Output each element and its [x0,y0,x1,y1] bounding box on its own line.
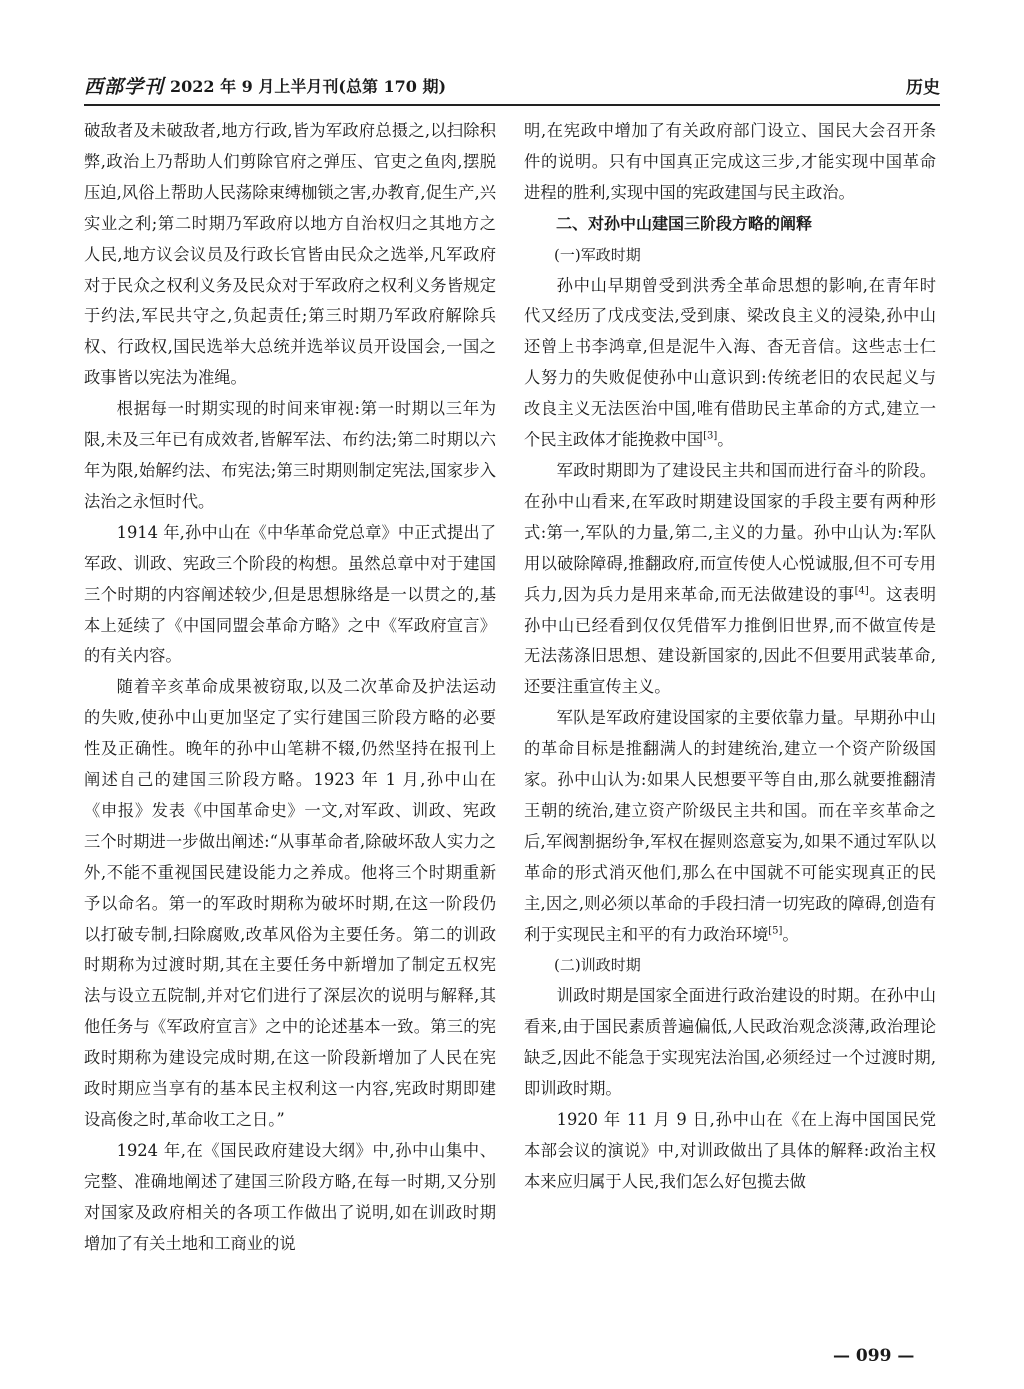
left-column [84,116,496,1260]
journal-issue: 2022 年 9 月上半月刊(总第 170 期) [170,77,447,96]
paragraph: 1914 年,孙中山在《中华革命党总章》中正式提出了军政、训政、宪政三个阶段的构想。虽然总章中对于建国三个时期的内容阐述较少,但是思想脉络是一以贯之的,基本上延续了《中国同盟会革命方略》之中《军政府宣言》的有关内容。 [84,522,496,666]
paragraph: 根据每一时期实现的时间来审视:第一时期以三年为限,未及三年已有成效者,皆解军法、布约法;第二时期以六年为限,始解约法、布宪法;第三时期则制定宪法,国家步入法治之永恒时代。 [84,399,496,511]
paragraph: 破敌者及未破敌者,地方行政,皆为军政府总摄之,以扫除积弊,政治上乃帮助人们剪除官府之弹压、官吏之鱼肉,摆脱压迫,风俗上帮助人民荡除束缚枷锁之害,办教育,促生产,兴实业之利;第二时期乃军政府以地方自治权归之其地方之人民,地方议会议员及行政长官皆由民众之选举,凡军政府对于民众之权利义务及民众对于军政府之权利义务皆规定于约法,军民共守之,负起责任;第三时期乃军政府解除兵权、行政权,国民选举大总统并选举议员开设国会,一国之政事皆以宪法为准绳。 [84,121,496,388]
journal-logo: 西部学刊 [84,76,165,98]
paragraph: 随着辛亥革命成果被窃取,以及二次革命及护法运动的失败,使孙中山更加坚定了实行建国三阶段方略的必要性及正确性。晚年的孙中山笔耕不辍,仍然坚持在报刊上阐述自己的建国三阶段方略。1923 年 1 月,孙中山在《申报》发表《中国革命史》一文,对军政、训政、宪政三个时期进一步做出阐述:“从事革命者,除破坏敌人实力之外,不能不重视国民建设能力之养成。他将三个时期重新予以命名。第一的军政时期称为破坏时期,在这一阶段仍以打破专制,扫除腐败,改革风俗为主要任务。第二的训政时期称为过渡时期,其在主要任务中新增加了制定五权宪法与设立五院制,并对它们进行了深层次的说明与解释,其他任务与《军政府宣言》之中的论述基本一致。第三的宪政时期称为建设完成时期,在这一阶段新增加了人民在宪政时期应当享有的基本民主权利这一内容,宪政时期即建设高俊之时,革命收工之日。” [84,677,496,1129]
paragraph [524,456,936,703]
citation-ref: [3] [703,430,718,442]
paragraph: 训政时期是国家全面进行政治建设的时期。在孙中山看来,由于国民素质普遍偏低,人民政治观念淡薄,政治理论缺乏,因此不能急于实现宪法治国,必须经过一个过渡时期,即训政时期。 [524,986,936,1099]
paragraph: 明,在宪政中增加了有关政府部门设立、国民大会召开条件的说明。只有中国真正完成这三步,才能实现中国革命进程的胜利,实现中国的宪政建国与民主政治。 [524,121,936,202]
right-column [524,116,936,1198]
paragraph-text: 。这表明孙中山已经看到仅仅凭借军力推倒旧世界,而不做宣传是无法荡涤旧思想、建设新国家的,因此不但要用武装革命,还要注重宣传主义。 [524,584,936,697]
paragraph-text: 军政时期即为了建设民主共和国而进行奋斗的阶段。在孙中山看来,在军政时期建设国家的手段主要有两种形式:第一,军队的力量,第二,主义的力量。孙中山认为:军队用以破除障碍,推翻政府,而宣传使人心悦诚服,但不可专用兵力,因为兵力是用来革命,而无法做建设的事 [524,460,936,604]
citation-ref: [4] [854,585,869,597]
paragraph: 军队是军政府建设国家的主要依靠力量。早期孙中山的革命目标是推翻满人的封建统治,建立一个资产阶级国家。孙中山认为:如果人民想要平等自由,那么就要推翻清王朝的统治,建立资产阶级民主共和国。而在辛亥革命之后,军阀割据纷争,军权在握则恣意妄为,如果不通过军队以革命的形式消灭他们,那么在中国就不可能实现真正的民主,因之,则必须以革命的手段扫清一切宪政的障碍,创造有利于实现民主和平的有力政治环境[5]。 [524,708,936,944]
header-rule [84,104,940,106]
paragraph: 1920 年 11 月 9 日,孙中山在《在上海中国国民党本部会议的演说》中,对训政做出了具体的解释:政治主权本来应归属于人民,我们怎么好包揽去做 [524,1110,936,1191]
subsection-heading: (一)军政时期 [554,245,641,264]
paragraph-text: 军队是军政府建设国家的主要依靠力量。早期孙中山的革命目标是推翻满人的封建统治,建立一个资产阶级国家。孙中山认为:如果人民想要平等自由,那么就要推翻清王朝的统治,建立资产阶级民主共和国。而在辛亥革命之后,军阀割据纷争,军权在握则恣意妄为,如果不通过军队以革命的形式消灭他们,那么在中国就不可能实现真正的民主,因之,则必须以革命的手段扫清一切宪政的障碍,创造有利于实现民主和平的有力政治环境 [524,708,936,944]
citation-ref: [5] [768,925,783,937]
paragraph-text: 孙中山早期曾受到洪秀全革命思想的影响,在青年时代又经历了戊戌变法,受到康、梁改良主义的浸染,孙中山还曾上书李鸿章,但是泥牛入海、杳无音信。这些志士仁人努力的失败促使孙中山意识到:传统老旧的农民起义与改良主义无法医治中国,唯有借助民主革命的方式,建立一个民主政体才能挽救中国 [524,275,936,450]
page-number: — 099 — [833,1346,915,1366]
running-header [84,70,940,100]
section-heading: 二、对孙中山建国三阶段方略的阐释 [556,213,813,233]
subsection-heading: (二)训政时期 [554,956,641,975]
paragraph: 孙中山早期曾受到洪秀全革命思想的影响,在青年时代又经历了戊戌变法,受到康、梁改良主义的浸染,孙中山还曾上书李鸿章,但是泥牛入海、杳无音信。这些志士仁人努力的失败促使孙中山意识到:传统老旧的农民起义与改良主义无法医治中国,唯有借助民主革命的方式,建立一个民主政体才能挽救中国[3]。 [524,275,936,450]
section-name: 历史 [906,78,940,98]
paragraph: 1924 年,在《国民政府建设大纲》中,孙中山集中、完整、准确地阐述了建国三阶段方略,在每一时期,又分别对国家及政府相关的各项工作做出了说明,如在训政时期增加了有关土地和工商业的说 [84,1140,496,1253]
